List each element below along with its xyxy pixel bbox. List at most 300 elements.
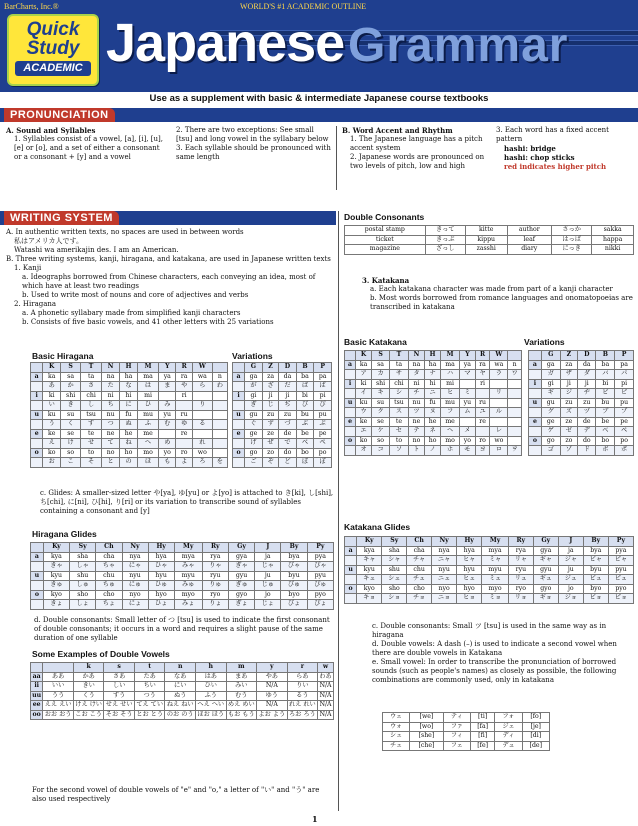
column-header: M: [137, 363, 158, 373]
table-cell: ディ: [495, 732, 522, 742]
column-header: k: [73, 663, 104, 673]
table-cell: gya: [533, 546, 558, 556]
table-cell: bo: [596, 436, 615, 446]
pronunciation-banner: [0, 108, 638, 122]
table-cell: [212, 420, 227, 430]
table-row: [529, 370, 634, 380]
column-header: T: [81, 363, 102, 373]
table-cell: ろ: [192, 458, 212, 468]
table-cell: ウェ: [383, 713, 410, 723]
katakana-text: b. Most words borrowed from romance languages and onomatopoeias are transcribed in katakana: [370, 294, 633, 311]
table-cell: me: [137, 429, 158, 439]
table-cell: za: [560, 360, 578, 370]
table-cell: [345, 594, 357, 604]
column-header: M: [441, 351, 460, 361]
table-cell: so: [61, 448, 81, 458]
table-row: [31, 410, 228, 420]
table-cell: fu: [425, 398, 441, 408]
table-cell: do: [578, 436, 596, 446]
table-cell: aa: [31, 672, 43, 682]
table-row: [345, 398, 522, 408]
table-cell: ギョ: [533, 594, 558, 604]
table-cell: はっぱ: [552, 235, 592, 245]
table-cell: フィ: [443, 732, 470, 742]
table-cell: go: [245, 448, 263, 458]
table-cell: ビャ: [583, 556, 608, 566]
table-cell: コ: [372, 446, 390, 456]
table-row: [31, 581, 334, 591]
table-cell: て: [102, 439, 120, 449]
table-cell: ニョ: [432, 594, 457, 604]
table-cell: ぬ: [120, 420, 138, 430]
table-cell: kyu: [43, 571, 69, 581]
table-cell: すう: [104, 691, 135, 701]
table-cell: ネ: [425, 427, 441, 437]
writing-intro: [6, 228, 332, 327]
table-cell: [490, 417, 508, 427]
table-cell: ケ: [372, 427, 390, 437]
table-cell: テ: [408, 427, 424, 437]
table-cell: ピュ: [608, 575, 633, 585]
table-cell: e: [233, 429, 245, 439]
table-cell: おお おう: [44, 710, 72, 718]
table-cell: [508, 417, 522, 427]
table-cell: zu: [279, 410, 296, 420]
column-header: [508, 351, 522, 361]
table-cell: gi: [541, 379, 560, 389]
table-cell: を: [212, 458, 227, 468]
table-cell: yo: [460, 436, 476, 446]
table-row: [345, 546, 634, 556]
table-cell: てえ てい: [136, 701, 164, 708]
table-cell: gu: [245, 410, 263, 420]
table-cell: to: [81, 448, 102, 458]
table-cell: ワ: [508, 370, 522, 380]
table-cell: ぜ: [262, 439, 279, 449]
table-cell: ni: [102, 391, 120, 401]
table-cell: きい: [73, 682, 104, 692]
table-cell: びゅ: [281, 581, 307, 591]
table-cell: hyu: [457, 565, 482, 575]
table-cell: e: [529, 417, 542, 427]
table-cell: ああ: [43, 672, 74, 682]
table-cell: にゅ: [122, 581, 148, 591]
table-row: [31, 391, 228, 401]
table-header-row: [31, 663, 334, 673]
table-cell: かあ: [73, 672, 104, 682]
table-cell: n: [508, 360, 522, 370]
table-cell: ee: [31, 701, 43, 711]
table-cell: ru: [475, 398, 490, 408]
column-header: Ky: [43, 543, 69, 553]
table-cell: he: [120, 429, 138, 439]
table-cell: に: [120, 401, 138, 411]
glides-note: c. Glides: A smaller-sized letter や[ya], ゆ[yu] or よ[yo] is attached to き[ki], し[shi], ち[chi], に[ni], ひ[hi], り[ri] or its variation to transcribe sound of syllables containing a consonant and [y]: [40, 489, 334, 515]
table-cell: [31, 420, 43, 430]
table-cell: ひょ: [148, 600, 174, 610]
table-cell: マ: [460, 370, 476, 380]
table-cell: ロ: [490, 446, 508, 456]
table-row: [529, 360, 634, 370]
table-cell: き: [61, 401, 81, 411]
table-cell: タ: [408, 370, 424, 380]
table-cell: ジュ: [558, 575, 583, 585]
table-cell: にゃ: [122, 562, 148, 572]
table-cell: チャ: [407, 556, 432, 566]
table-cell: へえ へい: [197, 701, 225, 708]
logo-line: ACADEMIC: [15, 61, 91, 76]
table-row: [345, 370, 522, 380]
table-header-row: [345, 351, 522, 361]
table-cell: [192, 391, 212, 401]
table-cell: te: [81, 429, 102, 439]
table-cell: hyu: [148, 571, 174, 581]
table-cell: N/A: [319, 701, 332, 708]
table-cell: [529, 446, 542, 456]
column-header: By: [583, 537, 608, 547]
table-cell: りょ: [202, 600, 228, 610]
column-header: [31, 663, 43, 673]
column-header: G: [541, 351, 560, 361]
pronunciation-title: PRONUNCIATION: [4, 108, 115, 122]
table-cell: ジョ: [558, 594, 583, 604]
table-cell: ゼ: [560, 427, 578, 437]
table-cell: グ: [541, 408, 560, 418]
table-cell: e: [345, 417, 356, 427]
table-cell: [345, 370, 356, 380]
table-cell: ば: [296, 382, 314, 392]
table-cell: ホ: [441, 446, 460, 456]
table-cell: け: [61, 439, 81, 449]
table-cell: しい: [104, 682, 135, 692]
table-row: [31, 372, 228, 382]
table-cell: [de]: [522, 741, 549, 751]
table-cell: づ: [279, 420, 296, 430]
column-header: W: [490, 351, 508, 361]
pron-col-3: [342, 126, 490, 171]
table-cell: ya: [460, 360, 476, 370]
katakana-heading: 3. Katakana: [362, 276, 410, 285]
table-cell: ちゃ: [96, 562, 122, 572]
table-cell: ペ: [615, 427, 634, 437]
table-cell: バ: [596, 370, 615, 380]
column-header: J: [558, 537, 583, 547]
column-header: Sy: [70, 543, 96, 553]
table-cell: [212, 401, 227, 411]
table-cell: じゃ: [255, 562, 281, 572]
table-cell: わあ: [319, 672, 332, 680]
quickstudy-logo: [7, 14, 99, 86]
double-vowels-title: Some Examples of Double Vowels: [32, 649, 170, 659]
table-row: [345, 417, 522, 427]
table-cell: [wo]: [410, 722, 444, 732]
table-cell: ko: [43, 448, 61, 458]
table-cell: ku: [356, 398, 372, 408]
table-cell: bo: [296, 448, 314, 458]
table-row: [31, 439, 228, 449]
table-cell: ショ: [382, 594, 407, 604]
ws-line: a. A phonetic syllabary made from simplified kanji characters: [22, 309, 241, 317]
table-cell: ヒ: [441, 389, 460, 399]
table-cell: ra: [475, 360, 490, 370]
table-cell: シ: [390, 389, 409, 399]
table-cell: ねえ ねい: [166, 701, 194, 708]
table-row: [529, 408, 634, 418]
table-row: [345, 389, 522, 399]
table-cell: [233, 382, 245, 392]
double-vowels-note: For the second vowel of double vowels of "e" and "o," a letter of "い" and "う" are also used respectively: [32, 786, 320, 803]
table-cell: わ: [212, 382, 227, 392]
table-cell: ze: [560, 417, 578, 427]
table-cell: tsu: [390, 398, 409, 408]
table-cell: ぴゃ: [307, 562, 333, 572]
pitch-example: hashi: bridge: [504, 144, 556, 153]
table-cell: leaf: [507, 235, 552, 245]
table-cell: nyu: [122, 571, 148, 581]
table-cell: de: [279, 429, 296, 439]
table-cell: ぐ: [245, 420, 263, 430]
basic-katakana-title: Basic Katakana: [344, 337, 407, 347]
table-cell: れえ れい: [288, 701, 316, 708]
table-cell: カ: [372, 370, 390, 380]
double-consonant-note: d. Double consonants: Small letter of つ [tsu] is used to indicate the first consonant of double consonants; it occurs in a word and requires a slight pause of the same duration of one syllable: [34, 616, 330, 642]
column-header: Ky: [357, 537, 382, 547]
table-cell: ji: [578, 379, 596, 389]
katakana-note: e. Small vowel: In order to transcribe the pronunciation of borrowed sounds (such as people's names) as closely as possible, the following combinations are commonly used, only in katakana: [372, 658, 617, 684]
table-cell: fu: [120, 410, 138, 420]
table-cell: しゃ: [70, 562, 96, 572]
table-cell: ぼ: [296, 458, 314, 468]
table-cell: gyu: [228, 571, 254, 581]
column-header: Gy: [228, 543, 254, 553]
table-cell: oo: [31, 710, 43, 720]
table-cell: [529, 389, 542, 399]
table-row: [233, 401, 332, 411]
table-cell: ryo: [202, 590, 228, 600]
table-cell: ウォ: [383, 722, 410, 732]
table-row: [345, 245, 634, 255]
table-cell: ぱ: [314, 382, 332, 392]
table-cell: へ: [137, 439, 158, 449]
table-cell: じょ: [255, 600, 281, 610]
table-cell: cha: [96, 552, 122, 562]
table-cell: ひい: [195, 682, 226, 692]
table-cell: む: [159, 420, 176, 430]
table-cell: しゅ: [70, 581, 96, 591]
column-header: K: [43, 363, 61, 373]
table-cell: ク: [372, 408, 390, 418]
table-cell: [345, 427, 356, 437]
table-cell: pya: [608, 546, 633, 556]
table-cell: しょ: [70, 600, 96, 610]
table-cell: a: [345, 546, 357, 556]
table-cell: [31, 600, 44, 610]
table-row: [383, 732, 550, 742]
ws-line: a. Ideographs borrowed from Chinese characters, each conveying an idea, most of which have at least two readings: [22, 273, 316, 290]
table-cell: パ: [615, 370, 634, 380]
table-cell: yu: [159, 410, 176, 420]
table-cell: ソ: [390, 446, 409, 456]
table-cell: ra: [176, 372, 192, 382]
table-cell: zo: [262, 448, 279, 458]
table-cell: ka: [356, 360, 372, 370]
table-cell: myo: [174, 590, 202, 600]
table-cell: ジャ: [558, 556, 583, 566]
table-cell: pi: [314, 391, 332, 401]
table-cell: リ: [490, 389, 508, 399]
table-cell: ファ: [443, 722, 470, 732]
table-cell: nyo: [432, 584, 457, 594]
column-divider: [338, 211, 339, 811]
table-cell: nu: [102, 410, 120, 420]
table-row: [31, 710, 334, 720]
table-cell: bi: [296, 391, 314, 401]
table-cell: ヘ: [441, 427, 460, 437]
table-row: [529, 417, 634, 427]
table-cell: お: [43, 458, 61, 468]
table-cell: はあ: [195, 672, 226, 682]
table-cell: pu: [314, 410, 332, 420]
table-cell: ゆう: [257, 691, 288, 701]
column-header: Ch: [407, 537, 432, 547]
table-cell: ha: [120, 372, 138, 382]
table-cell: i: [529, 379, 542, 389]
table-row: [529, 446, 634, 456]
table-cell: pa: [314, 372, 332, 382]
table-row: [31, 552, 334, 562]
column-header: Ny: [122, 543, 148, 553]
table-cell: i: [31, 391, 43, 401]
column-header: B: [596, 351, 615, 361]
table-cell: e: [31, 429, 43, 439]
table-cell: やあ: [257, 672, 288, 682]
table-cell: きょ: [43, 600, 69, 610]
table-cell: ゴ: [541, 446, 560, 456]
table-cell: [we]: [410, 713, 444, 723]
table-cell: デュ: [495, 741, 522, 751]
table-cell: ジ: [560, 389, 578, 399]
table-cell: ギャ: [533, 556, 558, 566]
table-cell: [fe]: [470, 741, 495, 751]
table-cell: シュ: [382, 575, 407, 585]
table-cell: [508, 398, 522, 408]
table-cell: nu: [408, 398, 424, 408]
table-cell: よ: [176, 458, 192, 468]
table-cell: る: [192, 420, 212, 430]
table-cell: プ: [615, 408, 634, 418]
table-cell: ya: [159, 372, 176, 382]
table-cell: uu: [32, 691, 42, 699]
table-cell: re: [475, 417, 490, 427]
table-cell: ぢ: [279, 401, 296, 411]
column-header: H: [120, 363, 138, 373]
table-cell: da: [578, 360, 596, 370]
column-header: Ny: [432, 537, 457, 547]
table-row: [31, 420, 228, 430]
table-cell: chu: [96, 571, 122, 581]
table-cell: の: [120, 458, 138, 468]
column-header: [345, 537, 357, 547]
table-cell: ゲ: [541, 427, 560, 437]
subtitle: Use as a supplement with basic & intermediate Japanese course textbooks: [149, 93, 489, 104]
column-header: Z: [560, 351, 578, 361]
katakana-glides-table: [344, 536, 634, 604]
pron-text: 3. Each syllable should be pronounced with same length: [176, 144, 331, 161]
table-cell: ku: [43, 410, 61, 420]
table-cell: ピャ: [608, 556, 633, 566]
table-cell: [345, 575, 357, 585]
table-cell: happa: [592, 235, 634, 245]
katakana-extra-notes: [372, 622, 634, 685]
table-cell: hyo: [148, 590, 174, 600]
column-header: Y: [460, 351, 476, 361]
column-header: Ry: [202, 543, 228, 553]
table-cell: く: [61, 420, 81, 430]
table-cell: [212, 429, 227, 439]
logo-line: Study: [26, 38, 80, 59]
table-cell: byo: [583, 584, 608, 594]
table-cell: nikki: [592, 245, 634, 255]
table-cell: チョ: [407, 594, 432, 604]
table-cell: けえ けい: [75, 701, 102, 708]
table-cell: な: [120, 382, 138, 392]
table-cell: ギュ: [533, 575, 558, 585]
table-cell: ピョ: [608, 594, 633, 604]
table-cell: wa: [192, 372, 212, 382]
table-cell: n: [212, 372, 227, 382]
column-header: [43, 663, 74, 673]
table-row: [31, 590, 334, 600]
table-cell: ji: [560, 379, 578, 389]
table-cell: myu: [482, 565, 509, 575]
table-cell: pe: [314, 429, 332, 439]
column-header: Py: [608, 537, 633, 547]
table-cell: ro: [176, 448, 192, 458]
table-cell: [508, 436, 522, 446]
table-row: [31, 458, 228, 468]
table-cell: きっぷ: [425, 235, 465, 245]
table-cell: [345, 556, 357, 566]
tagline: WORLD'S #1 ACADEMIC OUTLINE: [240, 2, 367, 11]
table-cell: [345, 389, 356, 399]
table-cell: po: [615, 436, 634, 446]
katakana-variations-table: [528, 350, 634, 456]
table-cell: こお こう: [75, 710, 102, 718]
table-cell: [31, 562, 44, 572]
table-cell: キョ: [357, 594, 382, 604]
table-cell: ユ: [475, 408, 490, 418]
table-cell: みゃ: [174, 562, 202, 572]
column-header: Hy: [148, 543, 174, 553]
table-cell: ウ: [356, 408, 372, 418]
column-header: [31, 363, 43, 373]
table-cell: ね: [120, 439, 138, 449]
table-cell: [159, 429, 176, 439]
table-cell: nya: [432, 546, 457, 556]
table-cell: [233, 420, 245, 430]
table-cell: みゅ: [174, 581, 202, 591]
table-cell: ta: [390, 360, 409, 370]
table-cell: す: [81, 420, 102, 430]
table-cell: ne: [408, 417, 424, 427]
column-header: S: [61, 363, 81, 373]
table-cell: ツ: [408, 408, 424, 418]
table-cell: shu: [70, 571, 96, 581]
table-cell: o: [31, 590, 44, 600]
table-row: [383, 741, 550, 751]
table-cell: o: [345, 584, 357, 594]
table-cell: きって: [425, 226, 465, 236]
